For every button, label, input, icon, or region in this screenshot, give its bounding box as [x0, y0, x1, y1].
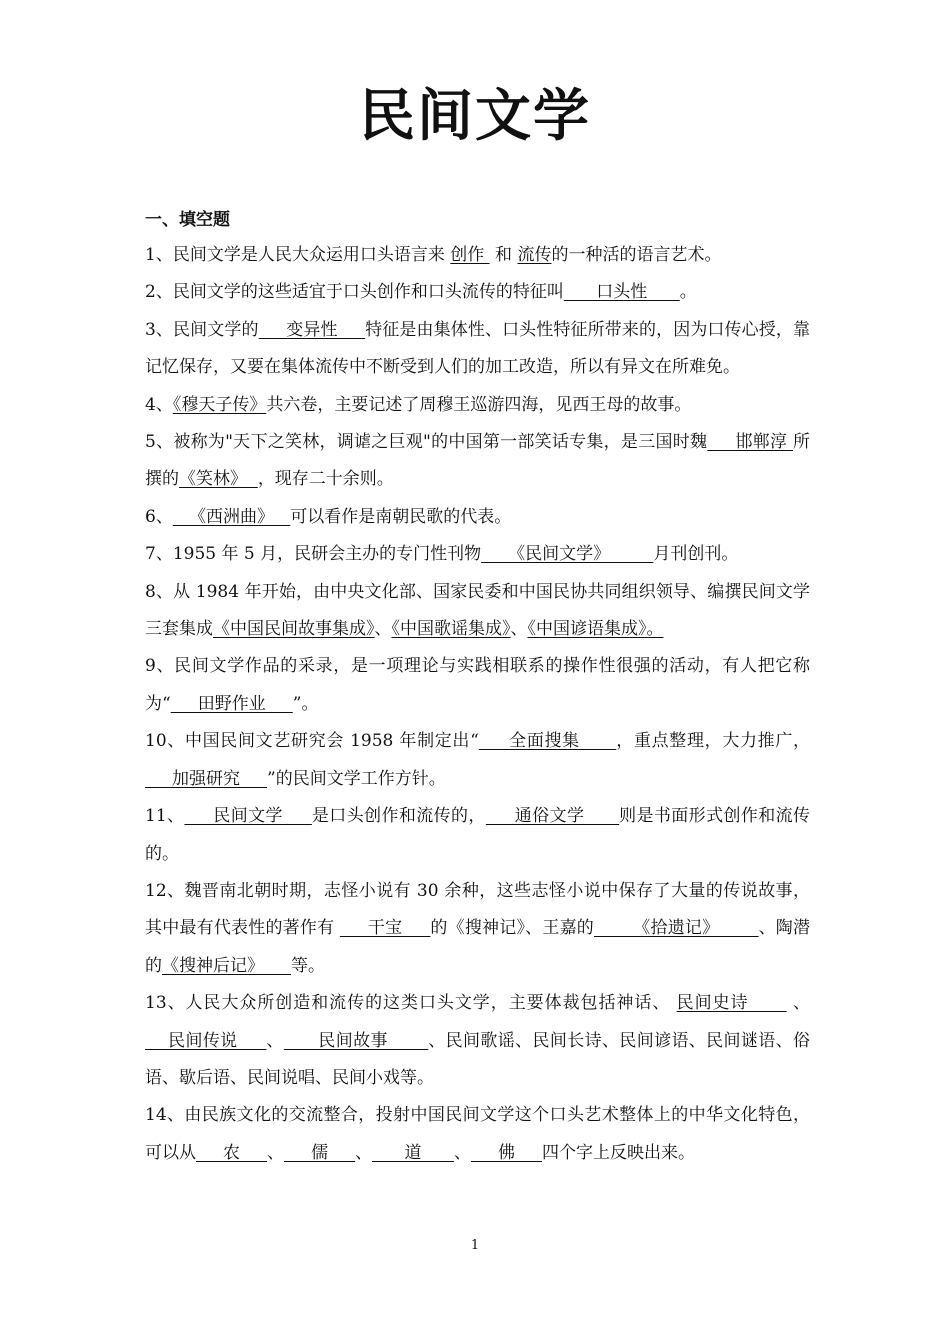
question-text: 14、由民族文化的交流整合，投射中国民间文学这个口头艺术整体上的中华文化特色，可以从 — [145, 1105, 810, 1163]
question-text: 5、被称为"天下之笑林，调谑之巨观"的中国第一部笑话专集，是三国时魏 — [145, 432, 708, 453]
question-text: 、陶潜的 — [145, 918, 811, 976]
answer-blank: 口头性 — [563, 282, 680, 303]
question-item — [145, 387, 810, 424]
question-text: 4、 — [145, 394, 173, 415]
question-text: 8、从 1984 年开始，由中央文化部、国家民委和中国民协共同组织领导、编撰民间文学三套集成 — [145, 581, 810, 640]
answer-blank: 田野作业 — [170, 693, 293, 714]
question-text: 。 — [679, 282, 697, 303]
question-text: 共六卷，主要记述了周穆王巡游四海，见西王母的故事。 — [266, 394, 692, 415]
answer-blank: 《笑林》 — [179, 469, 258, 490]
question-item — [145, 648, 810, 723]
answer-blank: 《民间文学》 — [481, 544, 654, 565]
answer-blank: 干宝 — [339, 918, 431, 939]
answer-blank: 儒 — [284, 1142, 356, 1163]
answer-blank: 《西洲曲》 — [172, 506, 291, 527]
question-text: 、民间歌谣、民间长诗、民间谚语、民间谜语、俗语、歇后语、民间说唱、民间小戏等。 — [145, 1030, 811, 1088]
answer-blank: 《搜神后记》 — [162, 955, 292, 976]
answer-blank: 《中国歌谣集成》 — [391, 619, 511, 640]
question-item — [145, 274, 810, 311]
question-text: 、 — [266, 1030, 284, 1051]
answer-blank: 民间文学 — [184, 806, 312, 827]
answer-blank: 流传 — [517, 245, 552, 265]
question-text: 四个字上反映出来。 — [542, 1142, 695, 1163]
question-text: ，重点整理，大力推广， — [616, 731, 810, 752]
question-text: 则是书面形式创作和流传的。 — [145, 806, 811, 864]
question-text: 可以看作是南朝民歌的代表。 — [290, 506, 512, 527]
answer-blank: 通俗文学 — [485, 806, 620, 827]
page-number: 1 — [470, 1238, 480, 1253]
question-text: 、 — [355, 1142, 373, 1163]
answer-blank: 《中国谚语集成》。 — [527, 619, 664, 640]
question-text: 3、民间文学的 — [145, 319, 259, 340]
answer-blank: 民间史诗 — [676, 993, 787, 1014]
question-text: 所撰的 — [145, 432, 810, 490]
answer-blank: 全面搜集 — [478, 731, 617, 752]
question-text: 和 — [489, 245, 518, 265]
answer-blank: 《穆天子传》 — [172, 394, 267, 415]
answer-blank: 创作 — [450, 245, 490, 265]
question-text: 、 — [374, 619, 392, 640]
question-text: 特征是由集体性、口头性特征所带来的，因为口传心授，靠记忆保存，又要在集体流传中不断受到人们的加工改造，所以有异文在所难免。 — [145, 319, 811, 378]
question-text: 月刊创刊。 — [653, 544, 739, 565]
answer-blank: 变异性 — [258, 319, 366, 340]
page-title: 民间文学 — [359, 84, 591, 149]
question-text: 、 — [510, 619, 528, 640]
question-text: 、 — [267, 1142, 285, 1163]
answer-blank: 加强研究 — [145, 768, 268, 789]
answer-blank: 民间故事 — [283, 1030, 429, 1051]
question-text: 6、 — [145, 506, 173, 527]
question-item — [145, 536, 810, 573]
answer-blank: 民间传说 — [145, 1030, 267, 1051]
answer-blank: 《中国民间故事集成》 — [213, 619, 375, 640]
question-text: 、 — [786, 993, 810, 1014]
question-item — [145, 1097, 810, 1172]
question-item — [145, 723, 810, 798]
answer-blank: 道 — [372, 1142, 454, 1163]
question-text: 1、民间文学是人民大众运用口头语言来 — [145, 245, 451, 265]
answer-blank: 佛 — [470, 1142, 542, 1163]
question-item — [145, 873, 810, 985]
question-text: ”的民间文学工作方针。 — [267, 768, 446, 789]
question-item — [145, 798, 810, 873]
question-text: 9、民间文学作品的采录，是一项理论与实践相联系的操作性很强的活动，有人把它称为“ — [145, 656, 810, 714]
question-text: 7、1955 年 5 月，民研会主办的专门性刊物 — [145, 544, 482, 565]
question-text: 的《搜神记》、王嘉的 — [430, 918, 594, 939]
question-text: 10、中国民间文艺研究会 1958 年制定出“ — [145, 731, 479, 752]
question-item — [145, 499, 810, 536]
question-text: 12、魏晋南北朝时期，志怪小说有 30 余种，这些志怪小说中保存了大量的传说故事，其中最有代表性的著作有 — [145, 880, 810, 939]
question-text: 2、民间文学的这些适宜于口头创作和口头流传的特征叫 — [145, 282, 564, 303]
question-text: 13、人民大众所创造和流传的这类口头文学，主要体裁包括神话、 — [145, 993, 677, 1014]
question-text: 是口头创作和流传的， — [311, 806, 486, 827]
question-text: 等。 — [291, 955, 326, 976]
question-text: 、 — [453, 1142, 471, 1163]
question-item — [145, 424, 810, 499]
question-item — [145, 312, 810, 387]
question-text: 的一种活的语言艺术。 — [551, 245, 722, 265]
answer-blank: 《拾遗记》 — [594, 918, 759, 939]
question-text: ，现存二十余则。 — [257, 469, 394, 490]
section-heading: 一、填空题 — [145, 210, 230, 230]
question-item — [145, 985, 810, 1097]
answer-blank: 邯郸淳 — [707, 432, 793, 453]
question-list — [145, 237, 810, 1172]
question-item — [145, 237, 810, 274]
question-text: 11、 — [145, 806, 185, 827]
question-item — [145, 574, 810, 649]
question-text: ”。 — [292, 693, 319, 714]
answer-blank: 农 — [196, 1142, 268, 1163]
